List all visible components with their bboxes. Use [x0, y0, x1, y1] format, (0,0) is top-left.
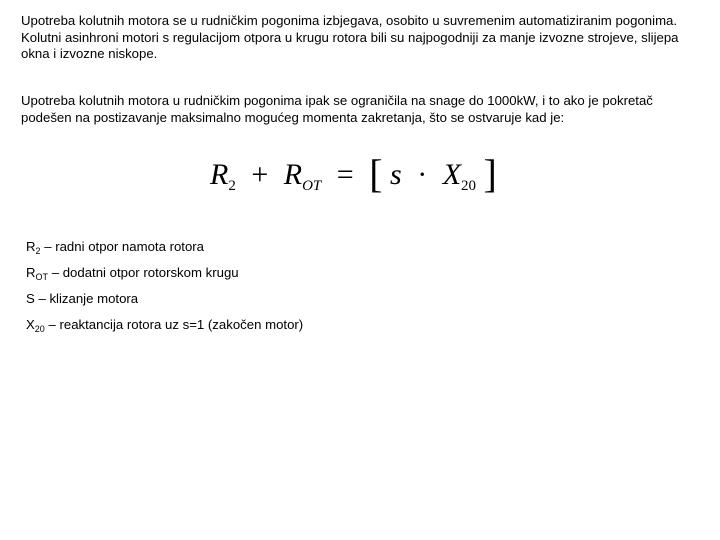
definition-text: – dodatni otpor rotorskom krugu — [48, 265, 239, 280]
definitions-list — [26, 238, 303, 342]
definition-symbol: S — [26, 291, 35, 306]
definition-text: – reaktancija rotora uz s=1 (zakočen motor) — [44, 317, 304, 332]
formula-slip-symbol: s — [390, 158, 402, 191]
paragraph-intro: Upotreba kolutnih motora se u rudničkim pogonima izbjegava, osobito u suvremenim automatiziranim pogonima. Kolutni asinhroni motori s regulacijom otpora u krugu rotora bili su najpogodniji za manje izvozne strojeve, slijepa okna i izvozne niskope. — [21, 13, 679, 61]
definition-text: – radni otpor namota rotora — [40, 239, 205, 254]
definition-subscript: 2 — [35, 246, 41, 256]
formula-rot-subscript: OT — [302, 178, 322, 194]
definition-r2 — [26, 238, 303, 264]
formula-dot: · — [417, 158, 428, 191]
formula-close-bracket: ] — [483, 151, 497, 196]
definition-subscript: 20 — [34, 324, 45, 334]
definition-symbol: X — [26, 317, 35, 332]
formula-r2-symbol: R — [210, 158, 229, 191]
formula-r2-subscript: 2 — [228, 178, 236, 194]
definition-symbol: R — [26, 239, 36, 254]
formula-x20-subscript: 20 — [461, 178, 477, 194]
definition-text: – klizanje motora — [34, 291, 139, 306]
formula-max-torque — [210, 151, 497, 206]
definition-symbol: R — [26, 265, 36, 280]
definition-x20 — [26, 316, 303, 342]
definition-s — [26, 290, 303, 316]
definition-rot — [26, 264, 303, 290]
formula-open-bracket: [ — [369, 151, 383, 196]
formula-x20-symbol: X — [442, 158, 462, 191]
formula-rot-symbol: R — [283, 158, 303, 191]
paragraph-condition: Upotreba kolutnih motora u rudničkim pogonima ipak se ograničila na snage do 1000kW, i to ako je pokretač podešen na postizavanje maksimalno mogućeg momenta zakretanja, što se ostvaruje kad je: — [21, 93, 653, 125]
formula-plus: + — [251, 158, 269, 191]
formula-equals: = — [336, 158, 354, 191]
definition-subscript: OT — [35, 272, 49, 282]
